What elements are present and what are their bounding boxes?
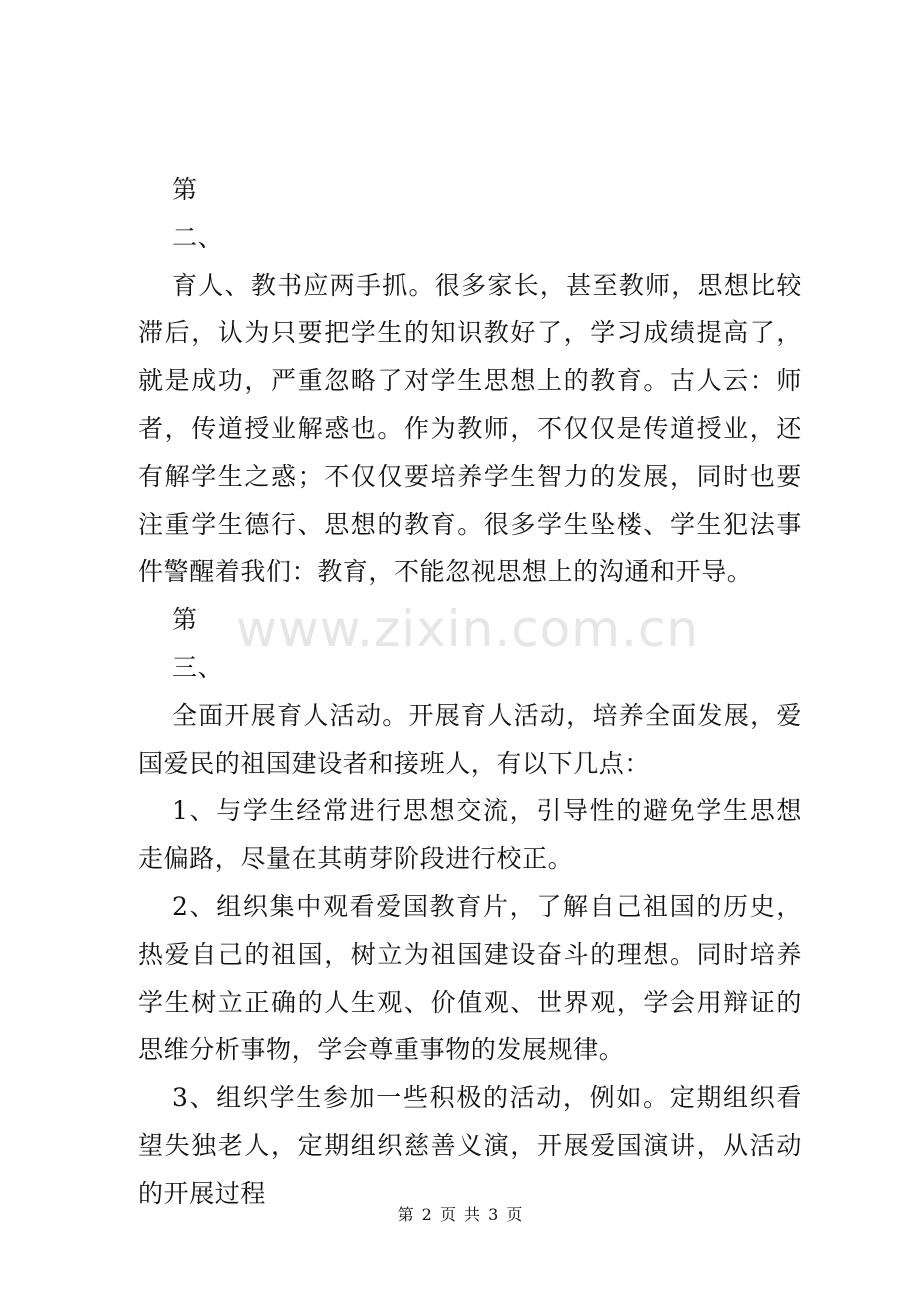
paragraph: 全面开展育人活动。开展育人活动，培养全面发展，爱国爱民的祖国建设者和接班人，有以下几点：: [138, 700, 802, 778]
paragraph: 第: [172, 605, 198, 635]
paragraph: 第: [172, 175, 198, 204]
paragraph: 育人、教书应两手抓。很多家长，甚至教师，思想比较滞后，认为只要把学生的知识教好了，学习成绩提高了，就是成功，严重忽略了对学生思想上的教育。古人云：师者，传道授业解惑也。作为教师，不仅仅是传道授业，还有解学生之惑；不仅仅要培养学生智力的发展，同时也要注重学生德行、思想的教育。很多学生坠楼、学生犯法事件警醒着我们：教育，不能忽视思想上的沟通和开导。: [138, 270, 802, 587]
page-number-footer: 第 2 页 共 3 页: [397, 1205, 523, 1224]
watermark: www.zixin.com.cn: [236, 600, 700, 658]
paragraph: 2、组织集中观看爱国教育片，了解自己祖国的历史，热爱自己的祖国，树立为祖国建设奋斗的理想。同时培养学生树立正确的人生观、价值观、世界观，学会用辩证的思维分析事物，学会尊重事物的发展规律。: [138, 891, 802, 1065]
paragraph: 3、组织学生参加一些积极的活动，例如。定期组织看望失独老人，定期组织慈善义演，开展爱国演讲，从活动的开展过程: [138, 1083, 802, 1208]
paragraph: 1、与学生经常进行思想交流，引导性的避免学生思想走偏路，尽量在其萌芽阶段进行校正。: [138, 796, 802, 874]
document-body: [138, 166, 802, 1218]
paragraph: 三、: [172, 652, 224, 682]
paragraph: 二、: [172, 222, 224, 252]
